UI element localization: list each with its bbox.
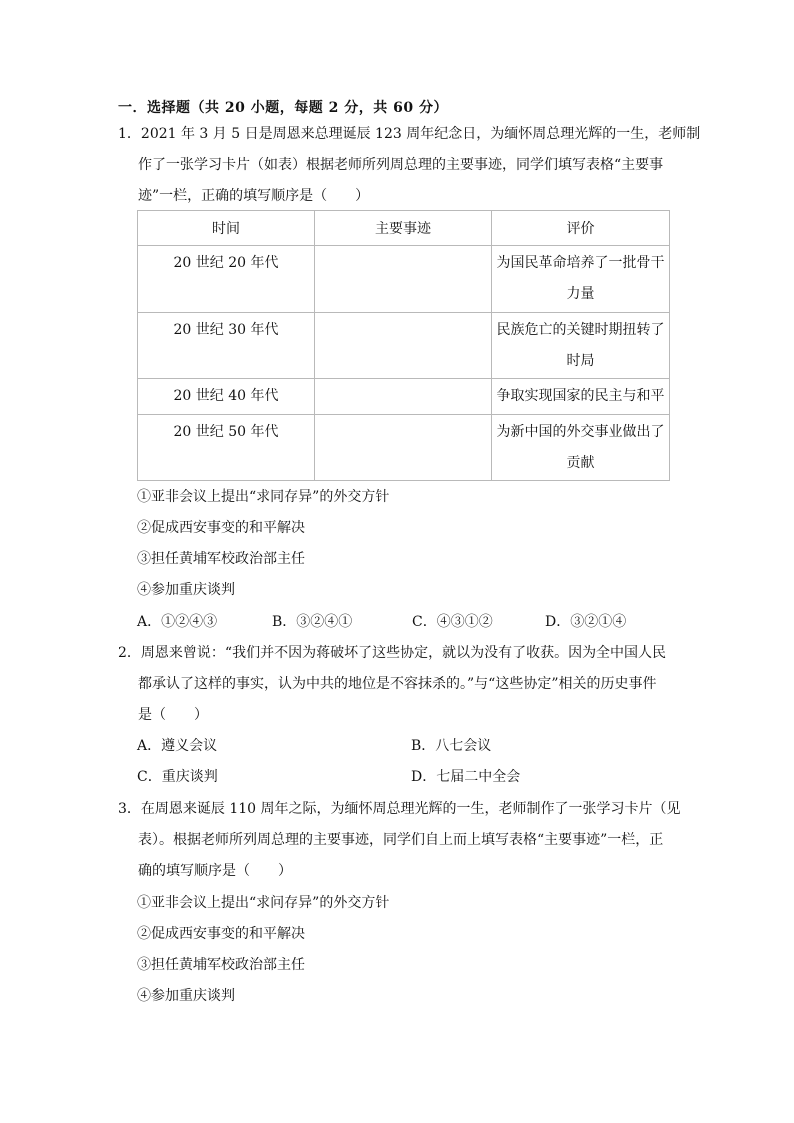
cell-event [315, 313, 492, 379]
question-1-item-2: ②促成西安事变的和平解决 [137, 520, 305, 536]
cell-eval: 为国民革命培养了一批骨干力量 [492, 246, 670, 313]
cell-event [315, 246, 492, 313]
question-1-item-1: ①亚非会议上提出“求同存异”的外交方针 [137, 489, 390, 505]
option-d[interactable]: D．七届二中全会 [411, 769, 521, 785]
question-3-line-2: 表）。根据老师所列周总理的主要事迹，同学们自上而上填写表格“主要事迹”一栏，正 [138, 832, 664, 848]
cell-eval: 民族危亡的关键时期扭转了时局 [492, 313, 670, 379]
cell-time: 20 世纪 30 年代 [138, 313, 315, 379]
question-2-line-2: 都承认了这样的事实，认为中共的地位是不容抹杀的。”与“这些协定”相关的历史事件 [138, 676, 657, 692]
option-a[interactable]: A．①②④③ [137, 614, 218, 630]
question-3-item-1: ①亚非会议上提出“求问存异”的外交方针 [137, 895, 390, 911]
question-3-item-4: ④参加重庆谈判 [137, 988, 235, 1004]
option-a[interactable]: A．遵义会议 [137, 738, 218, 754]
table-row [138, 313, 670, 379]
option-b[interactable]: B．③②④① [272, 614, 353, 630]
cell-time: 20 世纪 20 年代 [138, 246, 315, 313]
cell-time: 20 世纪 50 年代 [138, 415, 315, 481]
cell-eval: 为新中国的外交事业做出了贡献 [492, 415, 670, 481]
header-time: 时间 [138, 211, 315, 246]
table-row [138, 246, 670, 313]
question-1-item-3: ③担任黄埔军校政治部主任 [137, 551, 305, 567]
question-3-line-3: 确的填写顺序是（ ） [138, 863, 292, 879]
question-3-line-1: 3．在周恩来诞辰 110 周年之际，为缅怀周总理光辉的一生，老师制作了一张学习卡片（见 [118, 801, 681, 817]
question-1-line-1: 1．2021 年 3 月 5 日是周恩来总理诞辰 123 周年纪念日，为缅怀周总理光辉的一生，老师制 [118, 126, 701, 142]
option-c[interactable]: C．④③①② [412, 614, 493, 630]
question-1-line-3: 迹”一栏，正确的填写顺序是（ ） [138, 188, 370, 204]
option-b[interactable]: B．八七会议 [411, 738, 492, 754]
cell-time: 20 世纪 40 年代 [138, 379, 315, 415]
question-3-item-2: ②促成西安事变的和平解决 [137, 926, 305, 942]
question-3-item-3: ③担任黄埔军校政治部主任 [137, 957, 305, 973]
table-row [138, 379, 670, 415]
section-title: 一．选择题（共 20 小题，每题 2 分，共 60 分） [118, 100, 448, 116]
question-1-item-4: ④参加重庆谈判 [137, 582, 235, 598]
header-eval: 评价 [492, 211, 670, 246]
cell-event [315, 415, 492, 481]
cell-event [315, 379, 492, 415]
header-event: 主要事迹 [315, 211, 492, 246]
question-2-line-1: 2．周恩来曾说：“我们并不因为蒋破坏了这些协定，就以为没有了收获。因为全中国人民 [118, 645, 667, 661]
question-2-line-3: 是（ ） [138, 707, 208, 723]
study-card-table [137, 210, 670, 481]
option-d[interactable]: D．③②①④ [545, 614, 627, 630]
question-1-line-2: 作了一张学习卡片（如表）根据老师所列周总理的主要事迹，同学们填写表格“主要事 [138, 157, 664, 173]
table-header-row [138, 211, 670, 246]
cell-eval: 争取实现国家的民主与和平 [492, 379, 670, 415]
option-c[interactable]: C．重庆谈判 [137, 769, 218, 785]
table-row [138, 415, 670, 481]
